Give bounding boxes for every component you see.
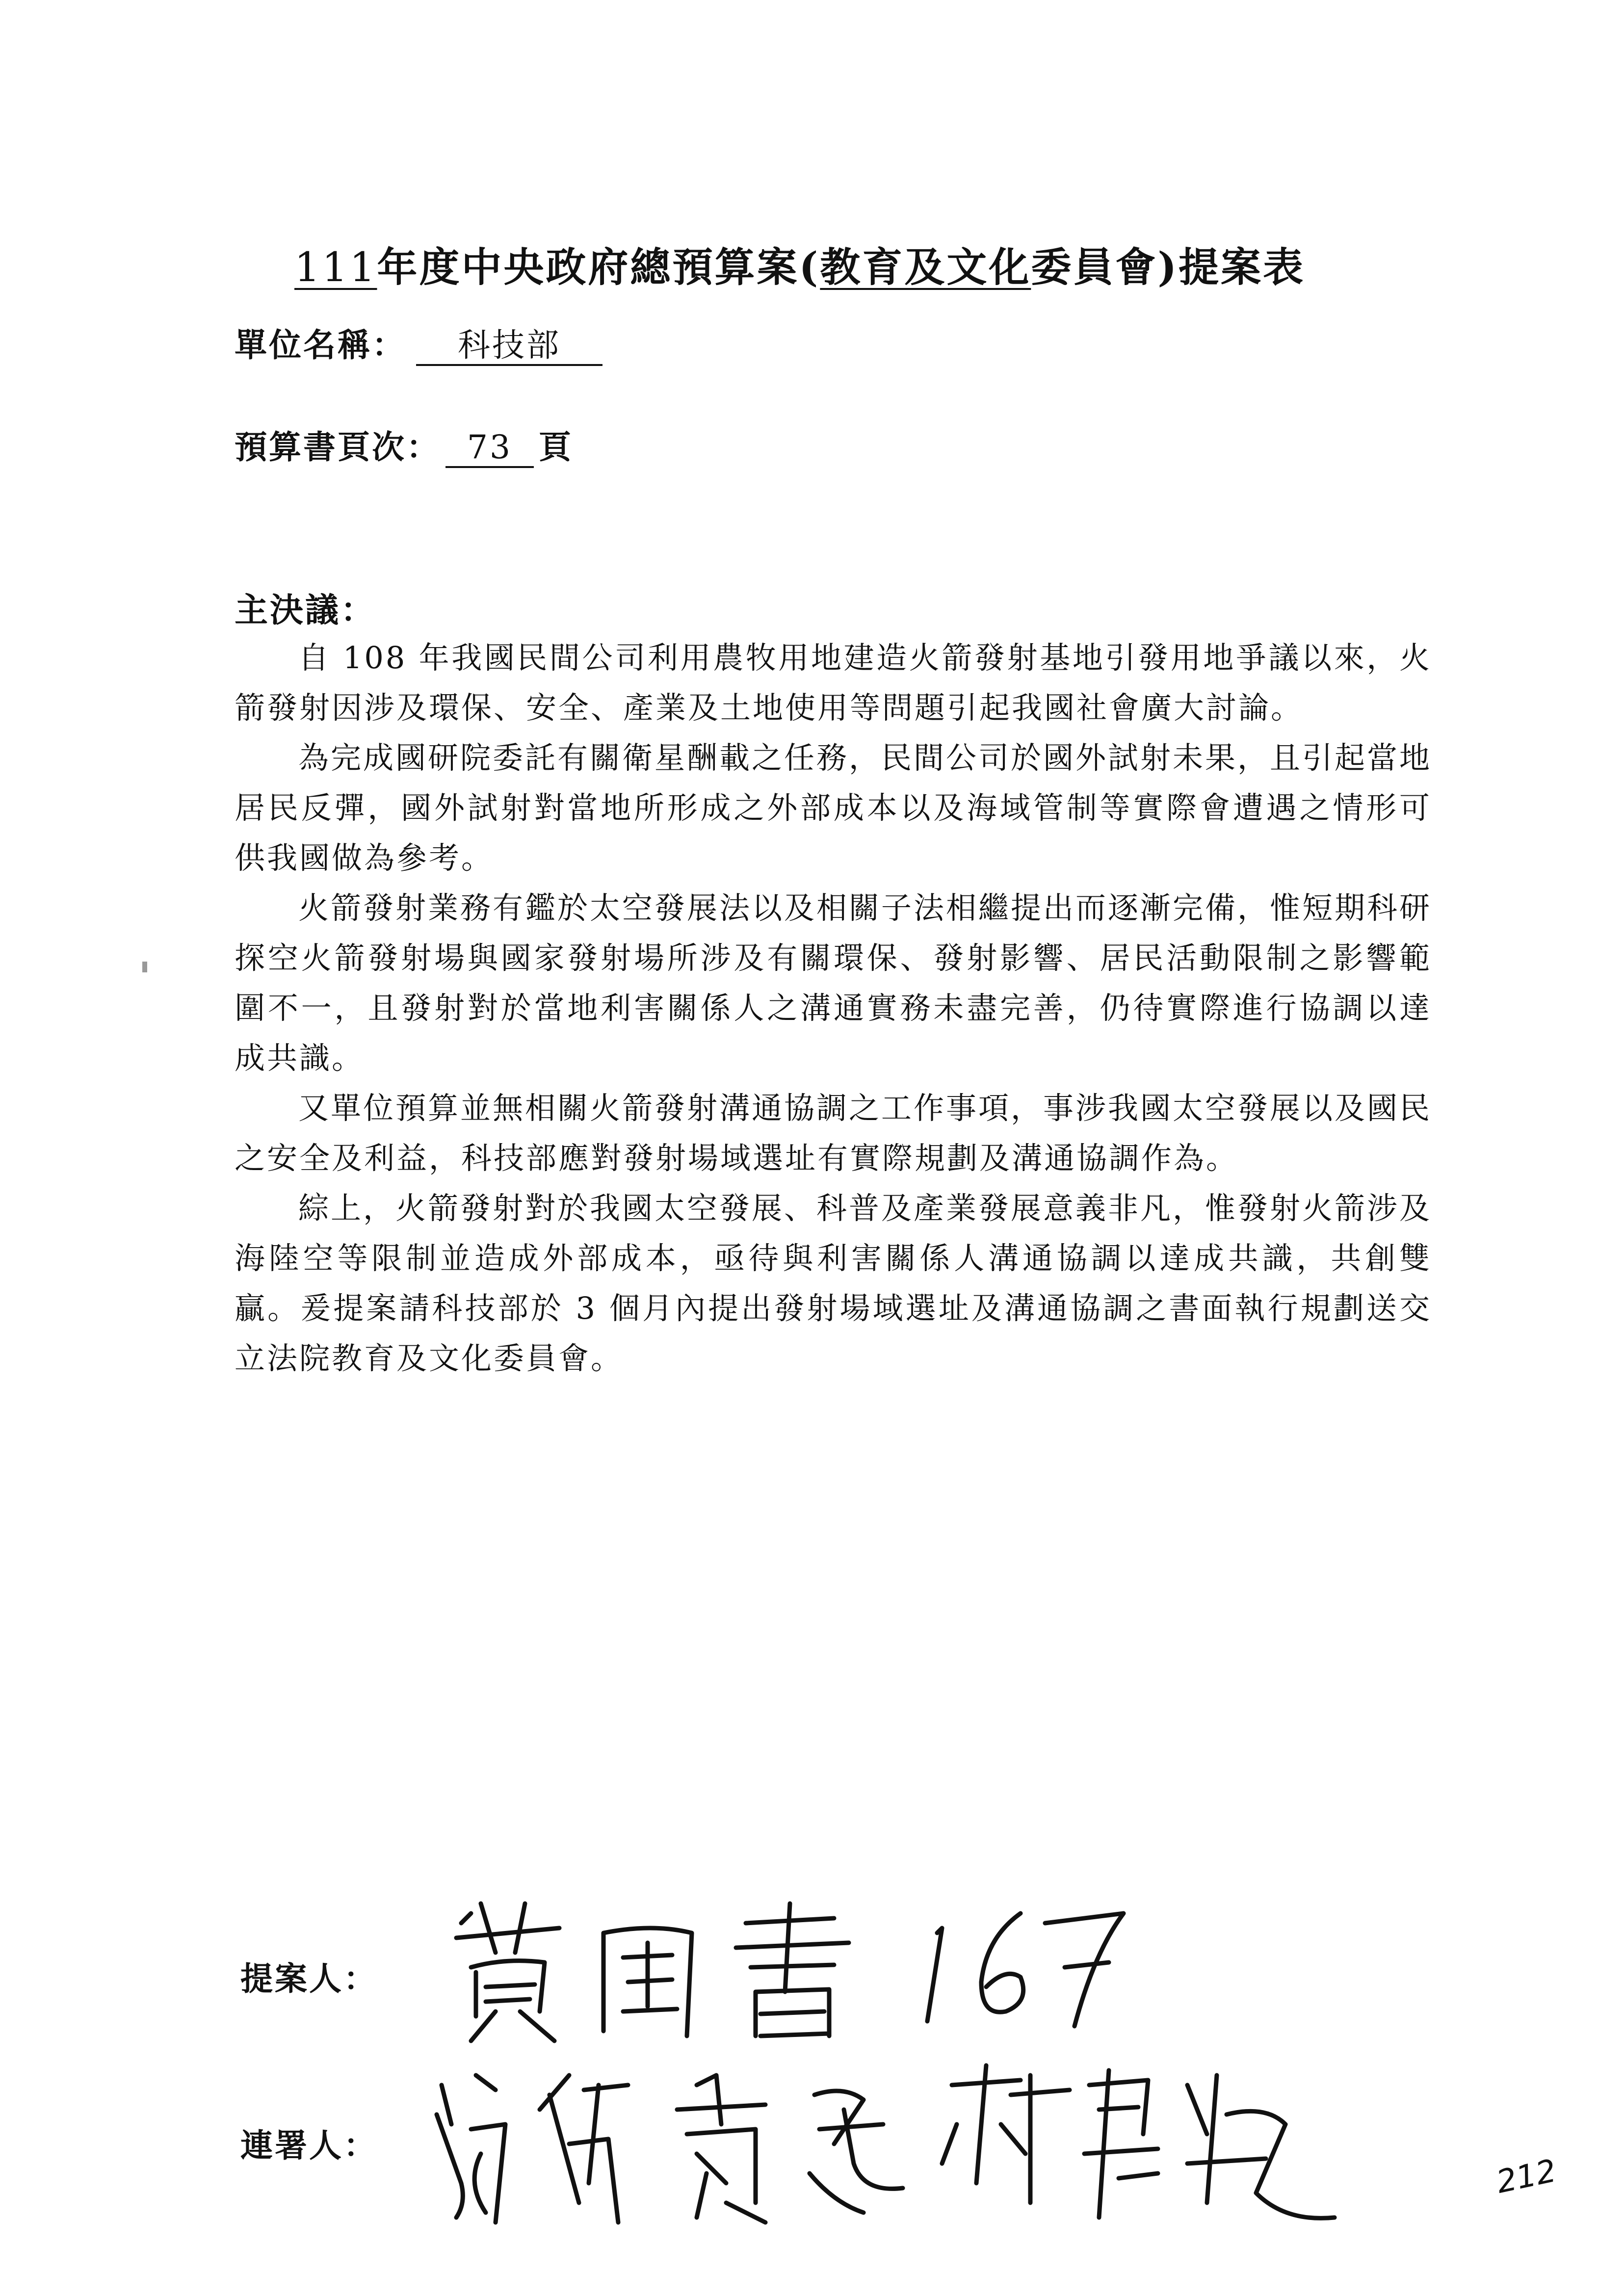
budget-page-suffix: 頁: [539, 428, 573, 466]
resolution-paragraph: 又單位預算並無相關火箭發射溝通協調之工作事項，事涉我國太空發展以及國民之安全及利益，科技部應對發射場域選址有實際規劃及溝通協調作為。: [235, 1090, 1432, 1176]
resolution-paragraph: 綜上，火箭發射對於我國太空發展、科普及產業發展意義非凡，惟發射火箭涉及海陸空等限制並造成外部成本，亟待與利害關係人溝通協調以達成共識，共創雙贏。爰提案請科技部於 3 個月內提出發射場域選址及溝通協調之書面執行規劃送交立法院教育及文化委員會。: [235, 1190, 1432, 1376]
scan-mark: [142, 962, 147, 972]
resolution-heading: 主決議：: [235, 591, 376, 630]
unit-name-value: 科技部: [416, 327, 602, 366]
title-committee: 教育及文化: [820, 244, 1031, 291]
resolution-body: [235, 633, 1432, 1383]
budget-page-label: 預算書頁次：: [235, 428, 441, 466]
cosigner-label: 連署人：: [240, 2126, 378, 2165]
page-number: 212: [1493, 2153, 1560, 2201]
title-part1: 年度中央政府總預算案(: [377, 244, 820, 291]
resolution-paragraph: 為完成國研院委託有關衛星酬載之任務，民間公司於國外試射未果，且引起當地居民反彈，國外試射對當地所形成之外部成本以及海域管制等實際會遭遇之情形可供我國做為參考。: [235, 740, 1432, 876]
proposer-signature: [442, 1894, 1153, 2051]
resolution-paragraph: 自 108 年我國民間公司利用農牧用地建造火箭發射基地引發用地爭議以來，火箭發射因涉及環保、安全、產業及土地使用等問題引起我國社會廣大討論。: [235, 640, 1432, 726]
proposer-label: 提案人：: [240, 1959, 378, 1998]
document-title: [294, 235, 1374, 293]
unit-name-field: [235, 319, 602, 366]
resolution-paragraph: 火箭發射業務有鑑於太空發展法以及相關子法相繼提出而逐漸完備，惟短期科研探空火箭發射場與國家發射場所涉及有關環保、發射影響、居民活動限制之影響範圍不一，且發射對於當地利害關係人之溝通實務未盡完善，仍待實際進行協調以達成共識。: [235, 890, 1432, 1076]
cosigner-signatures: [422, 2056, 1354, 2242]
title-part2: 委員會)提案表: [1031, 244, 1306, 291]
unit-name-label: 單位名稱：: [235, 326, 406, 364]
budget-page-value: 73: [445, 429, 534, 468]
budget-page-field: [235, 421, 573, 468]
title-year: 111: [294, 244, 377, 291]
